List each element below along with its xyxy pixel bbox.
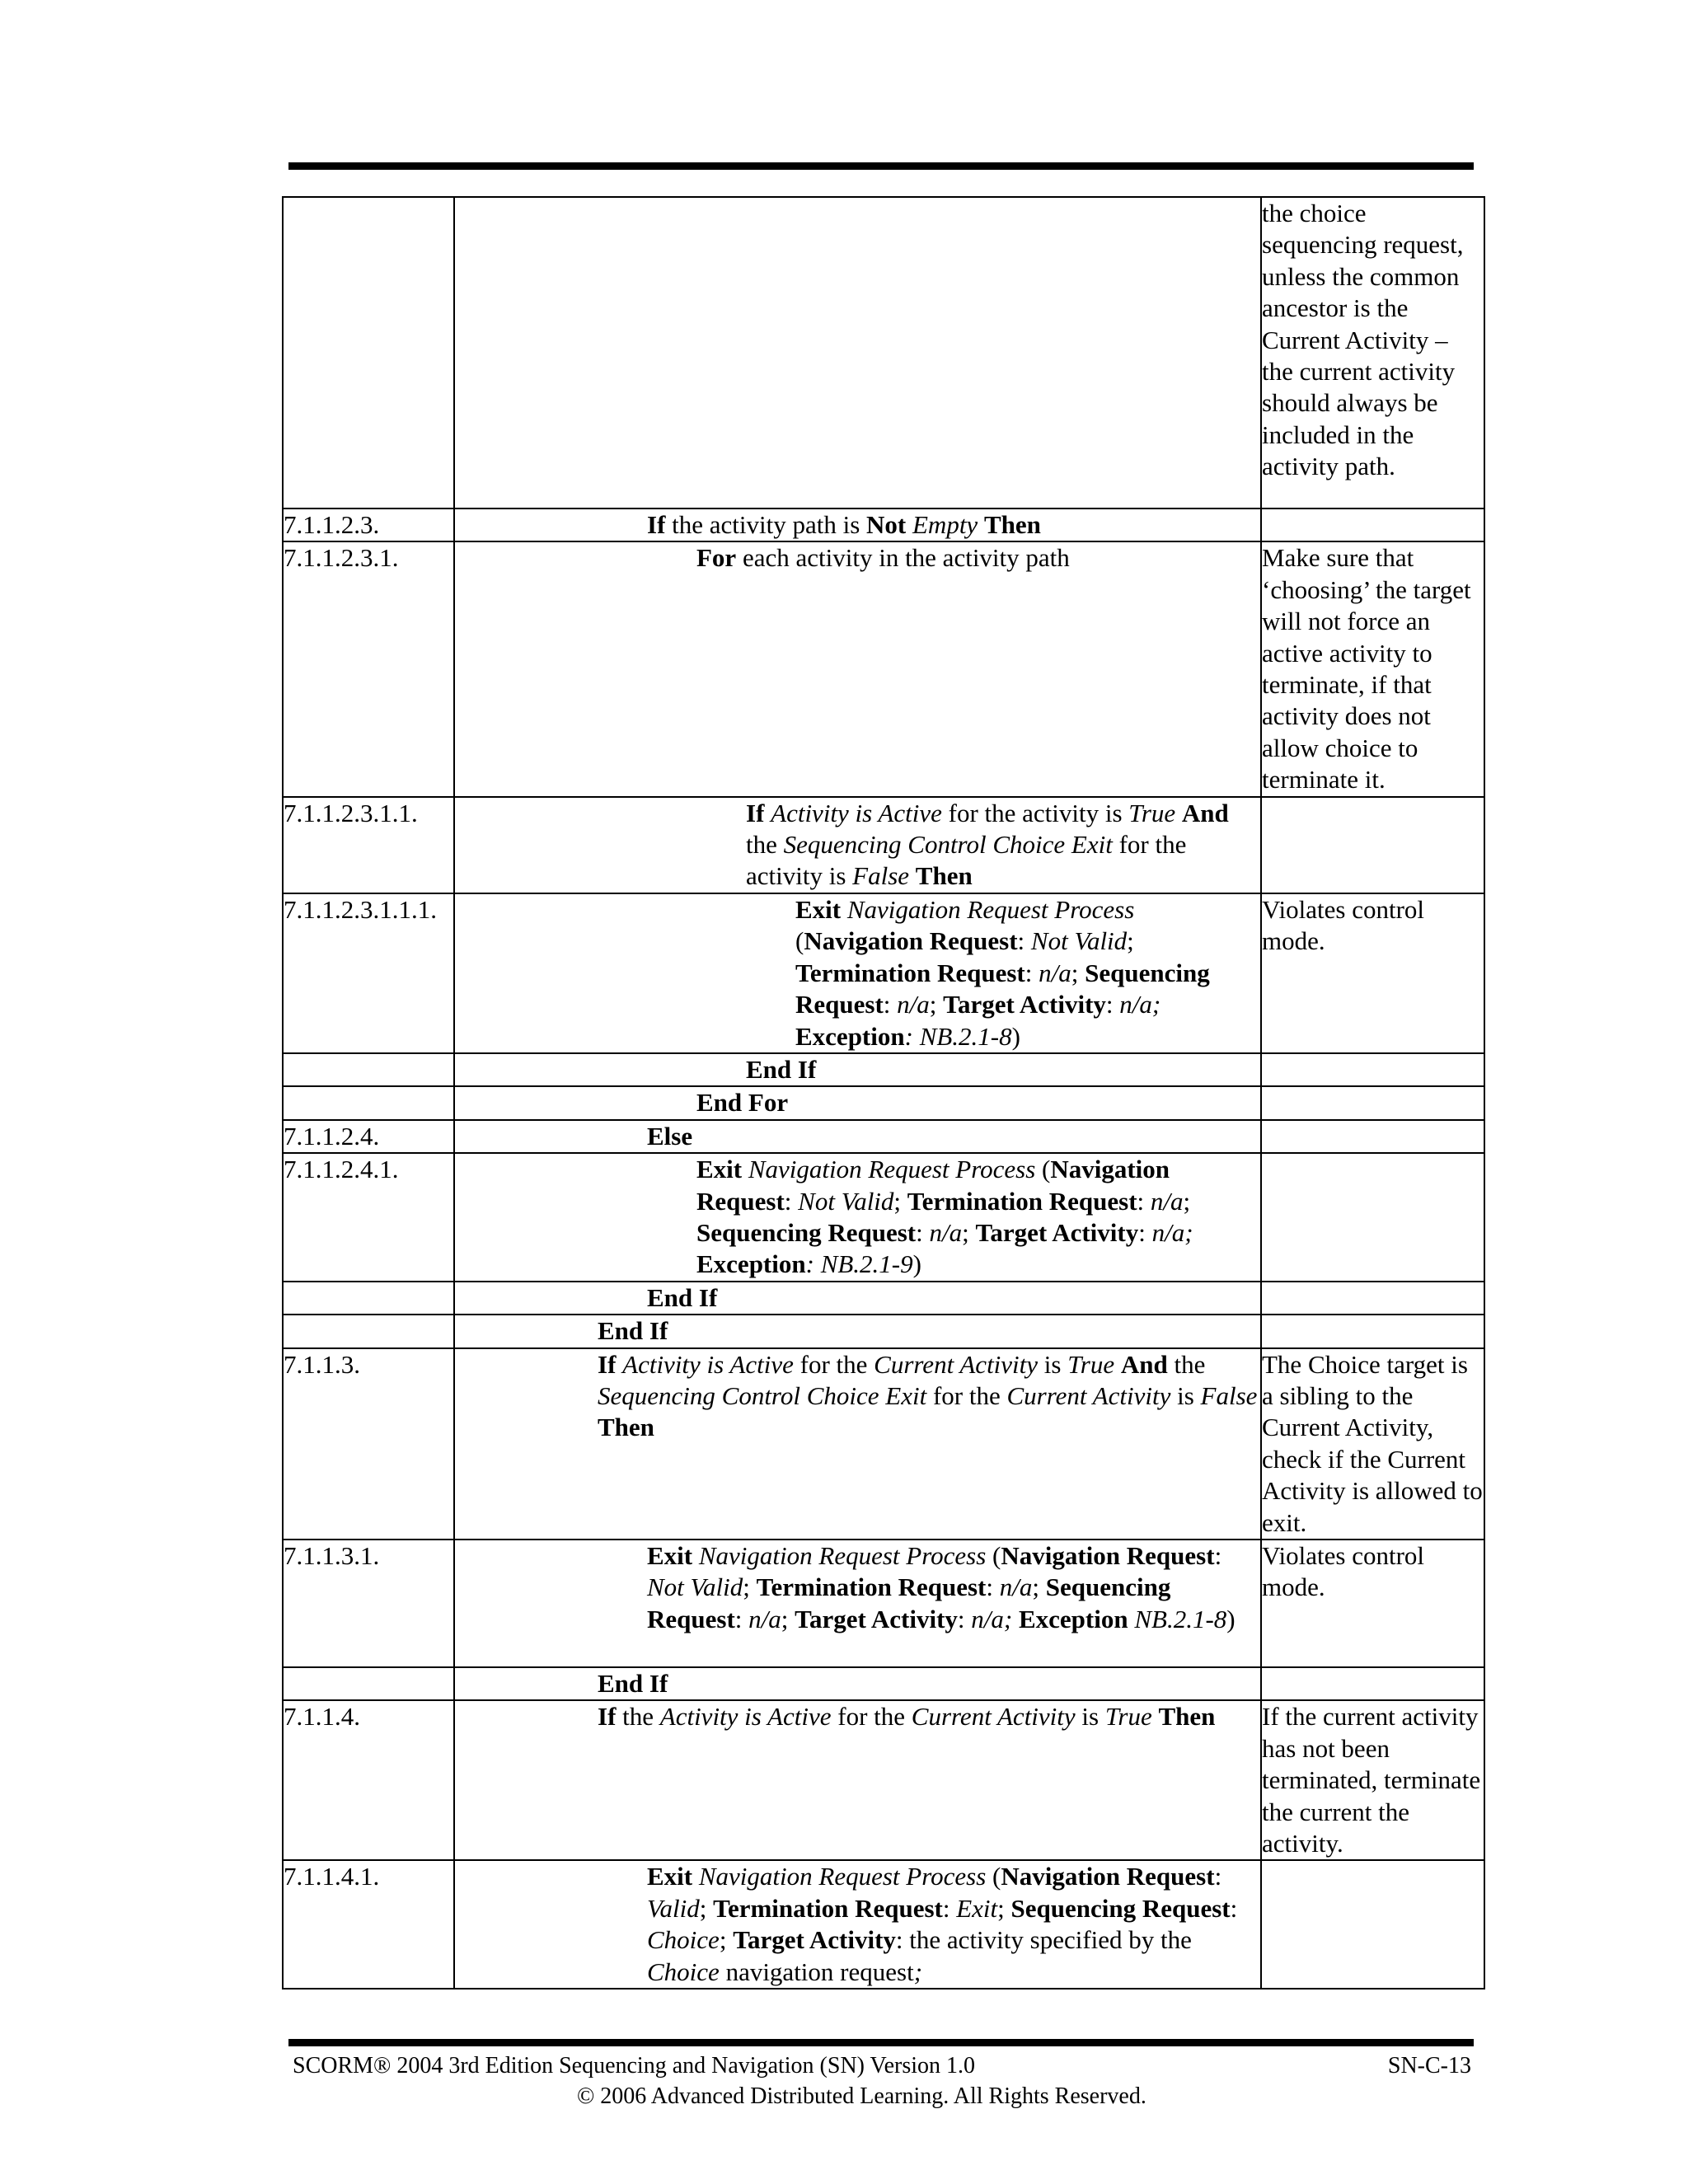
step-comment <box>1261 1120 1484 1153</box>
header-rule <box>288 162 1474 170</box>
step-comment: If the current activity has not been terminated, terminate the current the activity. <box>1261 1700 1484 1860</box>
step-comment <box>1261 1053 1484 1086</box>
step-text <box>454 197 1261 509</box>
step-text: End For <box>454 1086 1261 1119</box>
step-text: Exit Navigation Request Process (Navigation Request: Not Valid; Termination Request: n/a; Sequencing Request: n/a; Target Activity: n/a; Exception: NB.2.1-8) <box>454 893 1261 1053</box>
step-number <box>283 1667 454 1700</box>
step-comment <box>1261 1315 1484 1347</box>
footer-copyright: © 2006 Advanced Distributed Learning. All Rights Reserved. <box>577 2083 1146 2109</box>
step-comment <box>1261 1860 1484 1989</box>
step-comment <box>1261 1667 1484 1700</box>
step-text: Exit Navigation Request Process (Navigation Request: Not Valid; Termination Request: n/a; Sequencing Request: n/a; Target Activity: n/a; Exception: NB.2.1-9) <box>454 1153 1261 1282</box>
step-text: If the activity path is Not Empty Then <box>454 509 1261 541</box>
table-row <box>283 1667 1484 1700</box>
step-number <box>283 1053 454 1086</box>
step-number: 7.1.1.3. <box>283 1348 454 1540</box>
step-number: 7.1.1.3.1. <box>283 1540 454 1667</box>
step-comment: Violates control mode. <box>1261 893 1484 1053</box>
table-row <box>283 197 1484 509</box>
table-row <box>283 893 1484 1053</box>
footer-title: SCORM® 2004 3rd Edition Sequencing and Navigation (SN) Version 1.0 <box>293 2053 976 2079</box>
step-number <box>283 197 454 509</box>
step-comment: The Choice target is a sibling to the Current Activity, check if the Current Activity is allowed to exit. <box>1261 1348 1484 1540</box>
step-text: If Activity is Active for the activity is True And the Sequencing Control Choice Exit for the activity is False Then <box>454 797 1261 893</box>
table-row <box>283 1120 1484 1153</box>
table-row <box>283 1053 1484 1086</box>
step-number: 7.1.1.2.3.1.1. <box>283 797 454 893</box>
table-row <box>283 1348 1484 1540</box>
step-number: 7.1.1.4. <box>283 1700 454 1860</box>
step-comment <box>1261 1153 1484 1282</box>
step-text: Else <box>454 1120 1261 1153</box>
footer-rule <box>288 2039 1474 2046</box>
step-text: If Activity is Active for the Current Activity is True And the Sequencing Control Choice Exit for the Current Activity is False Then <box>454 1348 1261 1540</box>
table-row <box>283 541 1484 796</box>
step-number: 7.1.1.2.3.1.1.1. <box>283 893 454 1053</box>
table-row <box>283 1860 1484 1989</box>
step-number <box>283 1315 454 1347</box>
step-text: End If <box>454 1282 1261 1315</box>
step-number <box>283 1086 454 1119</box>
step-number: 7.1.1.2.4. <box>283 1120 454 1153</box>
step-number <box>283 1282 454 1315</box>
step-text: For each activity in the activity path <box>454 541 1261 796</box>
step-text: Exit Navigation Request Process (Navigation Request: Not Valid; Termination Request: n/a; Sequencing Request: n/a; Target Activity: n/a; Exception NB.2.1-8) <box>454 1540 1261 1667</box>
table-row <box>283 1086 1484 1119</box>
step-text: Exit Navigation Request Process (Navigation Request: Valid; Termination Request: Exit; Sequencing Request: Choice; Target Activity: the activity specified by the Choice navigation request; <box>454 1860 1261 1989</box>
step-text: End If <box>454 1053 1261 1086</box>
step-number: 7.1.1.2.4.1. <box>283 1153 454 1282</box>
page-number: SN-C-13 <box>1387 2053 1471 2079</box>
step-comment <box>1261 1282 1484 1315</box>
step-text: If the Activity is Active for the Current Activity is True Then <box>454 1700 1261 1860</box>
step-comment <box>1261 1086 1484 1119</box>
step-number: 7.1.1.2.3. <box>283 509 454 541</box>
table-row <box>283 1700 1484 1860</box>
table-row <box>283 509 1484 541</box>
table-row <box>283 1153 1484 1282</box>
step-number: 7.1.1.2.3.1. <box>283 541 454 796</box>
step-comment: Violates control mode. <box>1261 1540 1484 1667</box>
table-row <box>283 1540 1484 1667</box>
table-row <box>283 1282 1484 1315</box>
step-text: End If <box>454 1667 1261 1700</box>
pseudocode-table <box>282 196 1485 1990</box>
step-text: End If <box>454 1315 1261 1347</box>
step-comment <box>1261 797 1484 893</box>
step-comment: the choice sequencing request, unless the common ancestor is the Current Activity – the current activity should always be included in the activity path. <box>1261 197 1484 509</box>
table-row <box>283 1315 1484 1347</box>
table-row <box>283 797 1484 893</box>
step-comment <box>1261 509 1484 541</box>
step-comment: Make sure that ‘choosing’ the target will not force an active activity to terminate, if that activity does not allow choice to terminate it. <box>1261 541 1484 796</box>
step-number: 7.1.1.4.1. <box>283 1860 454 1989</box>
